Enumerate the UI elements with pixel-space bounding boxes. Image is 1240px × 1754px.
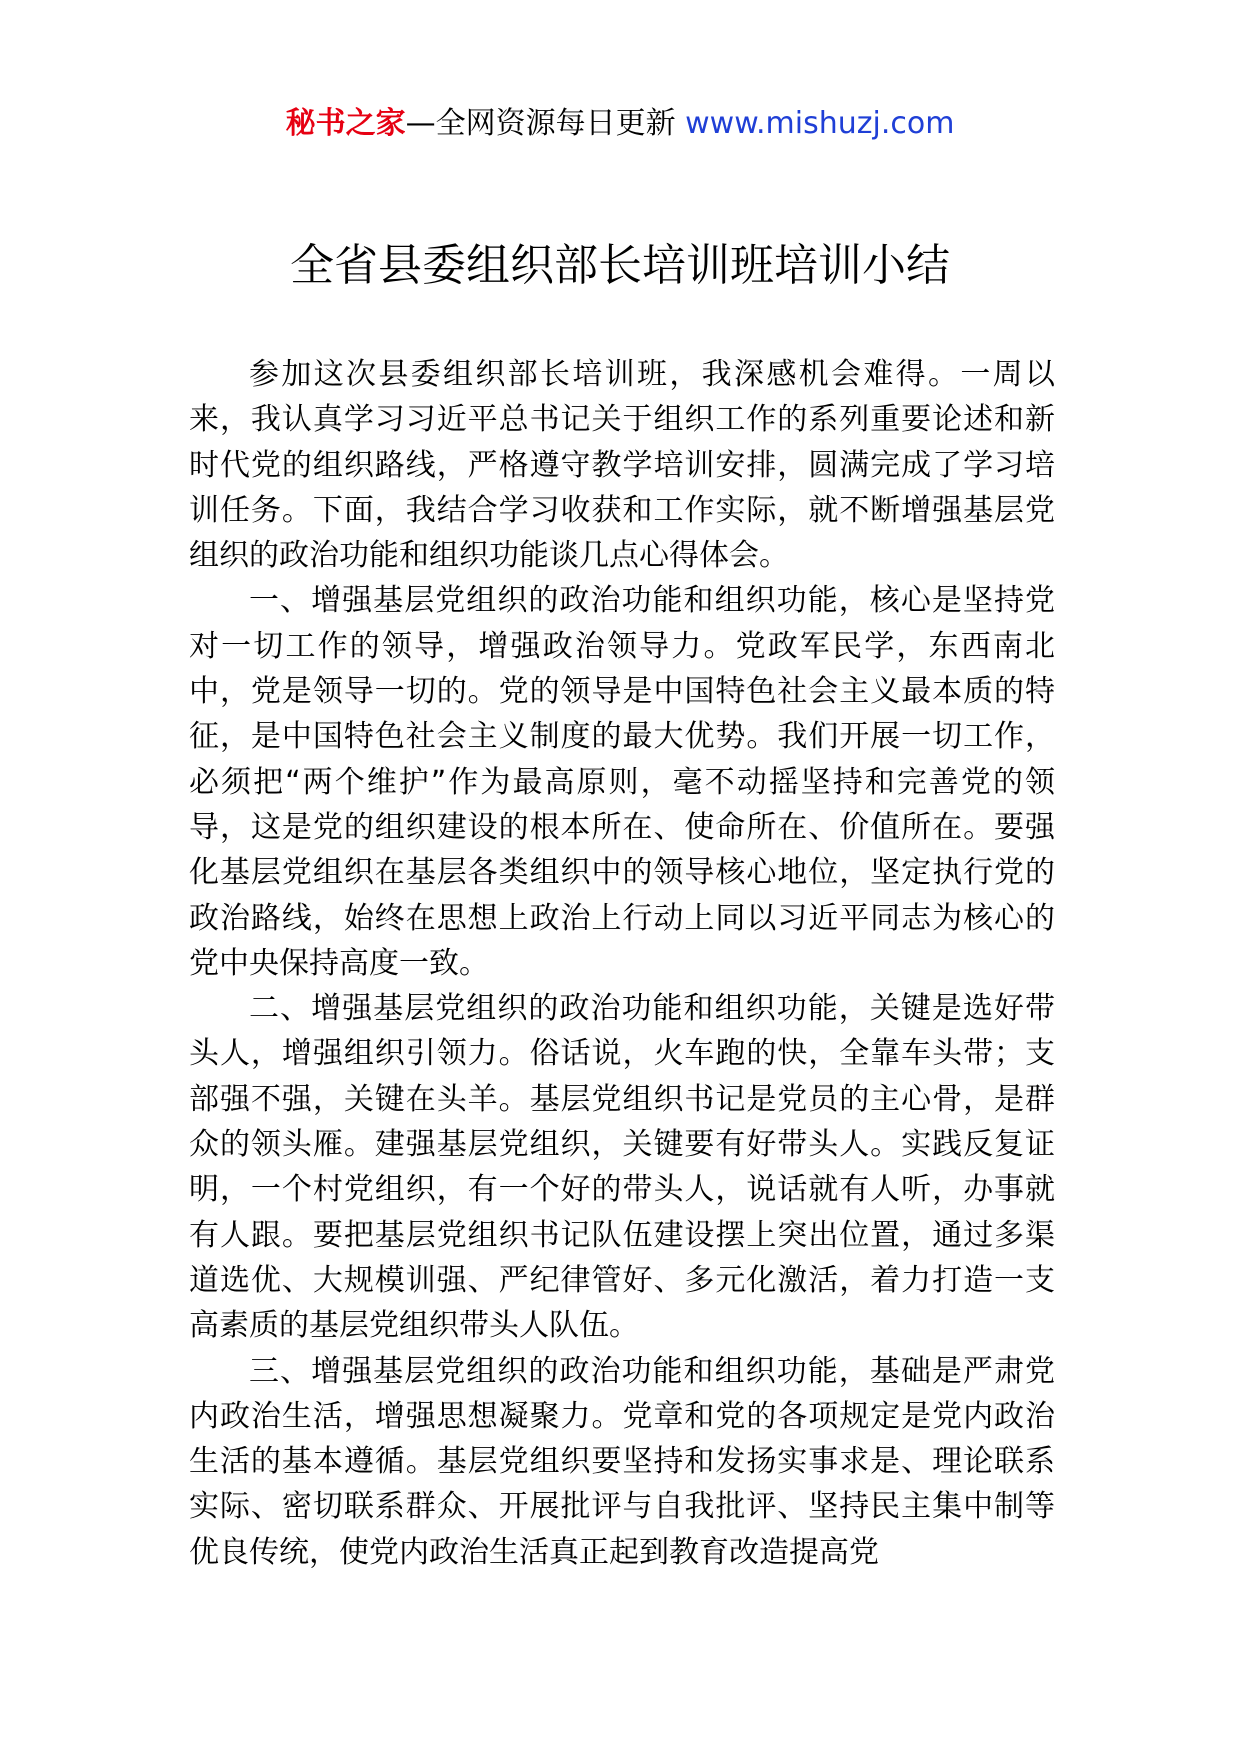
paragraph-point-1: 一、增强基层党组织的政治功能和组织功能，核心是坚持党对一切工作的领导，增强政治领导力。党政军民学，东西南北中，党是领导一切的。党的领导是中国特色社会主义最本质的特征，是中国特色社会主义制度的最大优势。我们开展一切工作，必须把“两个维护”作为最高原则，毫不动摇坚持和完善党的领导，这是党的组织建设的根本所在、使命所在、价值所在。要强化基层党组织在基层各类组织中的领导核心地位，坚定执行党的政治路线，始终在思想上政治上行动上同以习近平同志为核心的党中央保持高度一致。	[189, 583, 1055, 981]
document-body	[189, 352, 1055, 1575]
site-brand: 秘书之家	[285, 106, 406, 141]
document-title: 全省县委组织部长培训班培训小结	[290, 240, 950, 291]
paragraph-point-3: 三、增强基层党组织的政治功能和组织功能，基础是严肃党内政治生活，增强思想凝聚力。党章和党的各项规定是党内政治生活的基本遵循。基层党组织要坚持和发扬实事求是、理论联系实际、密切联系群众、开展批评与自我批评、坚持民主集中制等优良传统，使党内政治生活真正起到教育改造提高党	[189, 1353, 1055, 1570]
site-tagline: —全网资源每日更新	[405, 106, 686, 141]
site-header	[0, 100, 1240, 148]
paragraph-point-2: 二、增强基层党组织的政治功能和组织功能，关键是选好带头人，增强组织引领力。俗话说，火车跑的快，全靠车头带；支部强不强，关键在头羊。基层党组织书记是党员的主心骨，是群众的领头雁。建强基层党组织，关键要有好带头人。实践反复证明，一个村党组织，有一个好的带头人，说话就有人听，办事就有人跟。要把基层党组织书记队伍建设摆上突出位置，通过多渠道选优、大规模训强、严纪律管好、多元化激活，着力打造一支高素质的基层党组织带头人队伍。	[189, 991, 1055, 1344]
paragraph-intro: 参加这次县委组织部长培训班，我深感机会难得。一周以来，我认真学习习近平总书记关于组织工作的系列重要论述和新时代党的组织路线，严格遵守教学培训安排，圆满完成了学习培训任务。下面，我结合学习收获和工作实际，就不断增强基层党组织的政治功能和组织功能谈几点心得体会。	[189, 357, 1055, 574]
site-url-link[interactable]: www.mishuzj.com	[685, 106, 955, 141]
